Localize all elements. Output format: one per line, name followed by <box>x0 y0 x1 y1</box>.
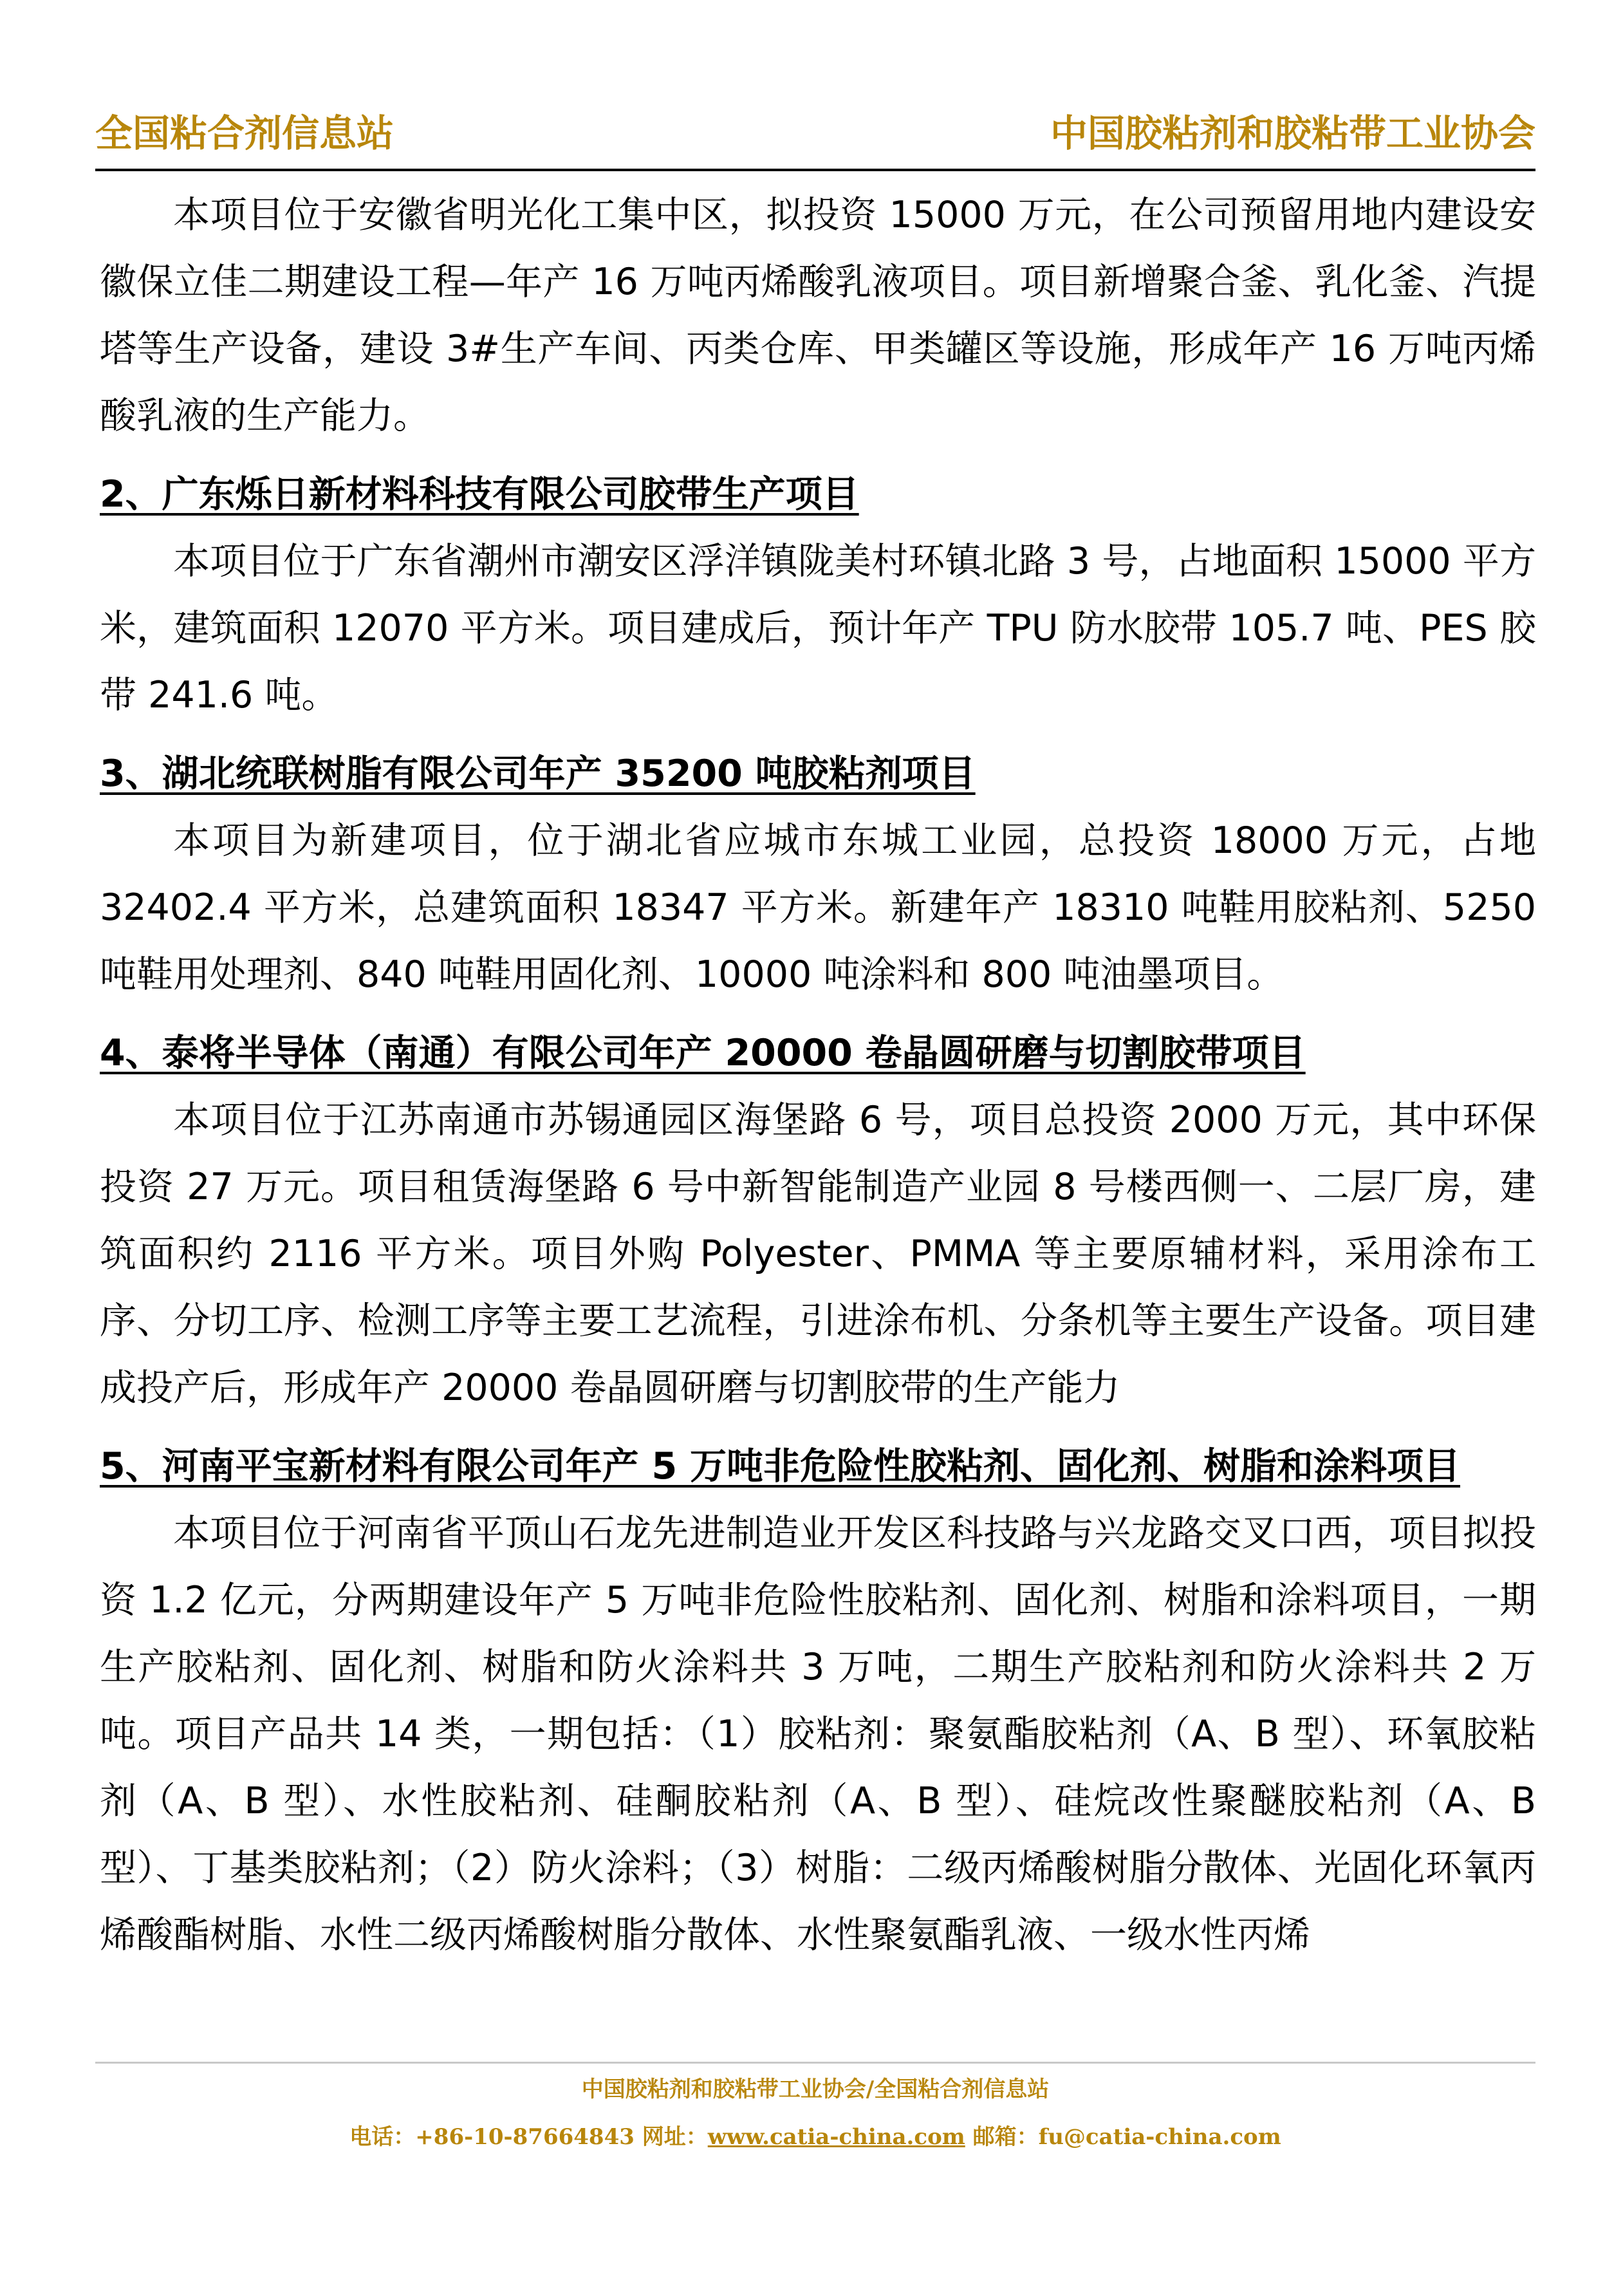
footer-phone: 电话：+86-10-87664843 网址： <box>349 2124 708 2150</box>
website-link[interactable]: www.catia-china.com <box>707 2124 965 2150</box>
footer-email-label: 邮箱： <box>965 2124 1039 2150</box>
section-heading: 4、泰将半导体（南通）有限公司年产 20000 卷晶圆研磨与切割胶带项目 <box>100 1032 1306 1074</box>
section-heading: 3、湖北统联树脂有限公司年产 35200 吨胶粘剂项目 <box>100 752 976 795</box>
section-paragraph: 本项目为新建项目，位于湖北省应城市东城工业园，总投资 18000 万元，占地 32402.4 平方米，总建筑面积 18347 平方米。新建年产 18310 吨鞋用胶粘剂、5250 吨鞋用处理剂、840 吨鞋用固化剂、10000 吨涂料和 800 吨油墨项目。 <box>100 819 1536 996</box>
section-paragraph: 本项目位于广东省潮州市潮安区浮洋镇陇美村环镇北路 3 号，占地面积 15000 平方米，建筑面积 12070 平方米。项目建成后，预计年产 TPU 防水胶带 105.7 吨、PES 胶带 241.6 吨。 <box>100 540 1536 716</box>
footer-organization: 中国胶粘剂和胶粘带工业协会/全国粘合剂信息站 <box>581 2077 1050 2102</box>
page-header <box>95 109 1535 162</box>
footer-divider <box>95 2062 1535 2064</box>
section-heading: 2、广东烁日新材料科技有限公司胶带生产项目 <box>100 473 859 516</box>
footer-contact <box>95 2119 1535 2151</box>
intro-paragraph: 本项目位于安徽省明光化工集中区，拟投资 15000 万元，在公司预留用地内建设安徽保立佳二期建设工程—年产 16 万吨丙烯酸乳液项目。项目新增聚合釜、乳化釜、汽提塔等生产设备，建设 3#生产车间、丙类仓库、甲类罐区等设施，形成年产 16 万吨丙烯酸乳液的生产能力。 <box>100 194 1536 437</box>
footer-email[interactable]: fu@catia-china.com <box>1038 2124 1281 2150</box>
header-left-title: 全国粘合剂信息站 <box>95 111 394 155</box>
document-body <box>100 182 1536 1968</box>
section-paragraph: 本项目位于河南省平顶山石龙先进制造业开发区科技路与兴龙路交叉口西，项目拟投资 1.2 亿元，分两期建设年产 5 万吨非危险性胶粘剂、固化剂、树脂和涂料项目，一期生产胶粘剂、固化剂、树脂和防火涂料共 3 万吨，二期生产胶粘剂和防火涂料共 2 万吨。项目产品共 14 类，一期包括：（1）胶粘剂：聚氨酯胶粘剂（A、B 型）、环氧胶粘剂（A、B 型）、水性胶粘剂、硅酮胶粘剂（A、B 型）、硅烷改性聚醚胶粘剂（A、B 型）、丁基类胶粘剂；（2）防火涂料；（3）树脂：二级丙烯酸树脂分散体、光固化环氧丙烯酸酯树脂、水性二级丙烯酸树脂分散体、水性聚氨酯乳液、一级水性丙烯 <box>100 1512 1536 1956</box>
section-heading: 5、河南平宝新材料有限公司年产 5 万吨非危险性胶粘剂、固化剂、树脂和涂料项目 <box>100 1445 1461 1488</box>
header-divider <box>95 169 1535 171</box>
section-paragraph: 本项目位于江苏南通市苏锡通园区海堡路 6 号，项目总投资 2000 万元，其中环保投资 27 万元。项目租赁海堡路 6 号中新智能制造产业园 8 号楼西侧一、二层厂房，建筑面积约 2116 平方米。项目外购 Polyester、PMMA 等主要原辅材料，采用涂布工序、分切工序、检测工序等主要工艺流程，引进涂布机、分条机等主要生产设备。项目建成投产后，形成年产 20000 卷晶圆研磨与切割胶带的生产能力 <box>100 1099 1536 1409</box>
header-right-title: 中国胶粘剂和胶粘带工业协会 <box>1050 111 1535 155</box>
